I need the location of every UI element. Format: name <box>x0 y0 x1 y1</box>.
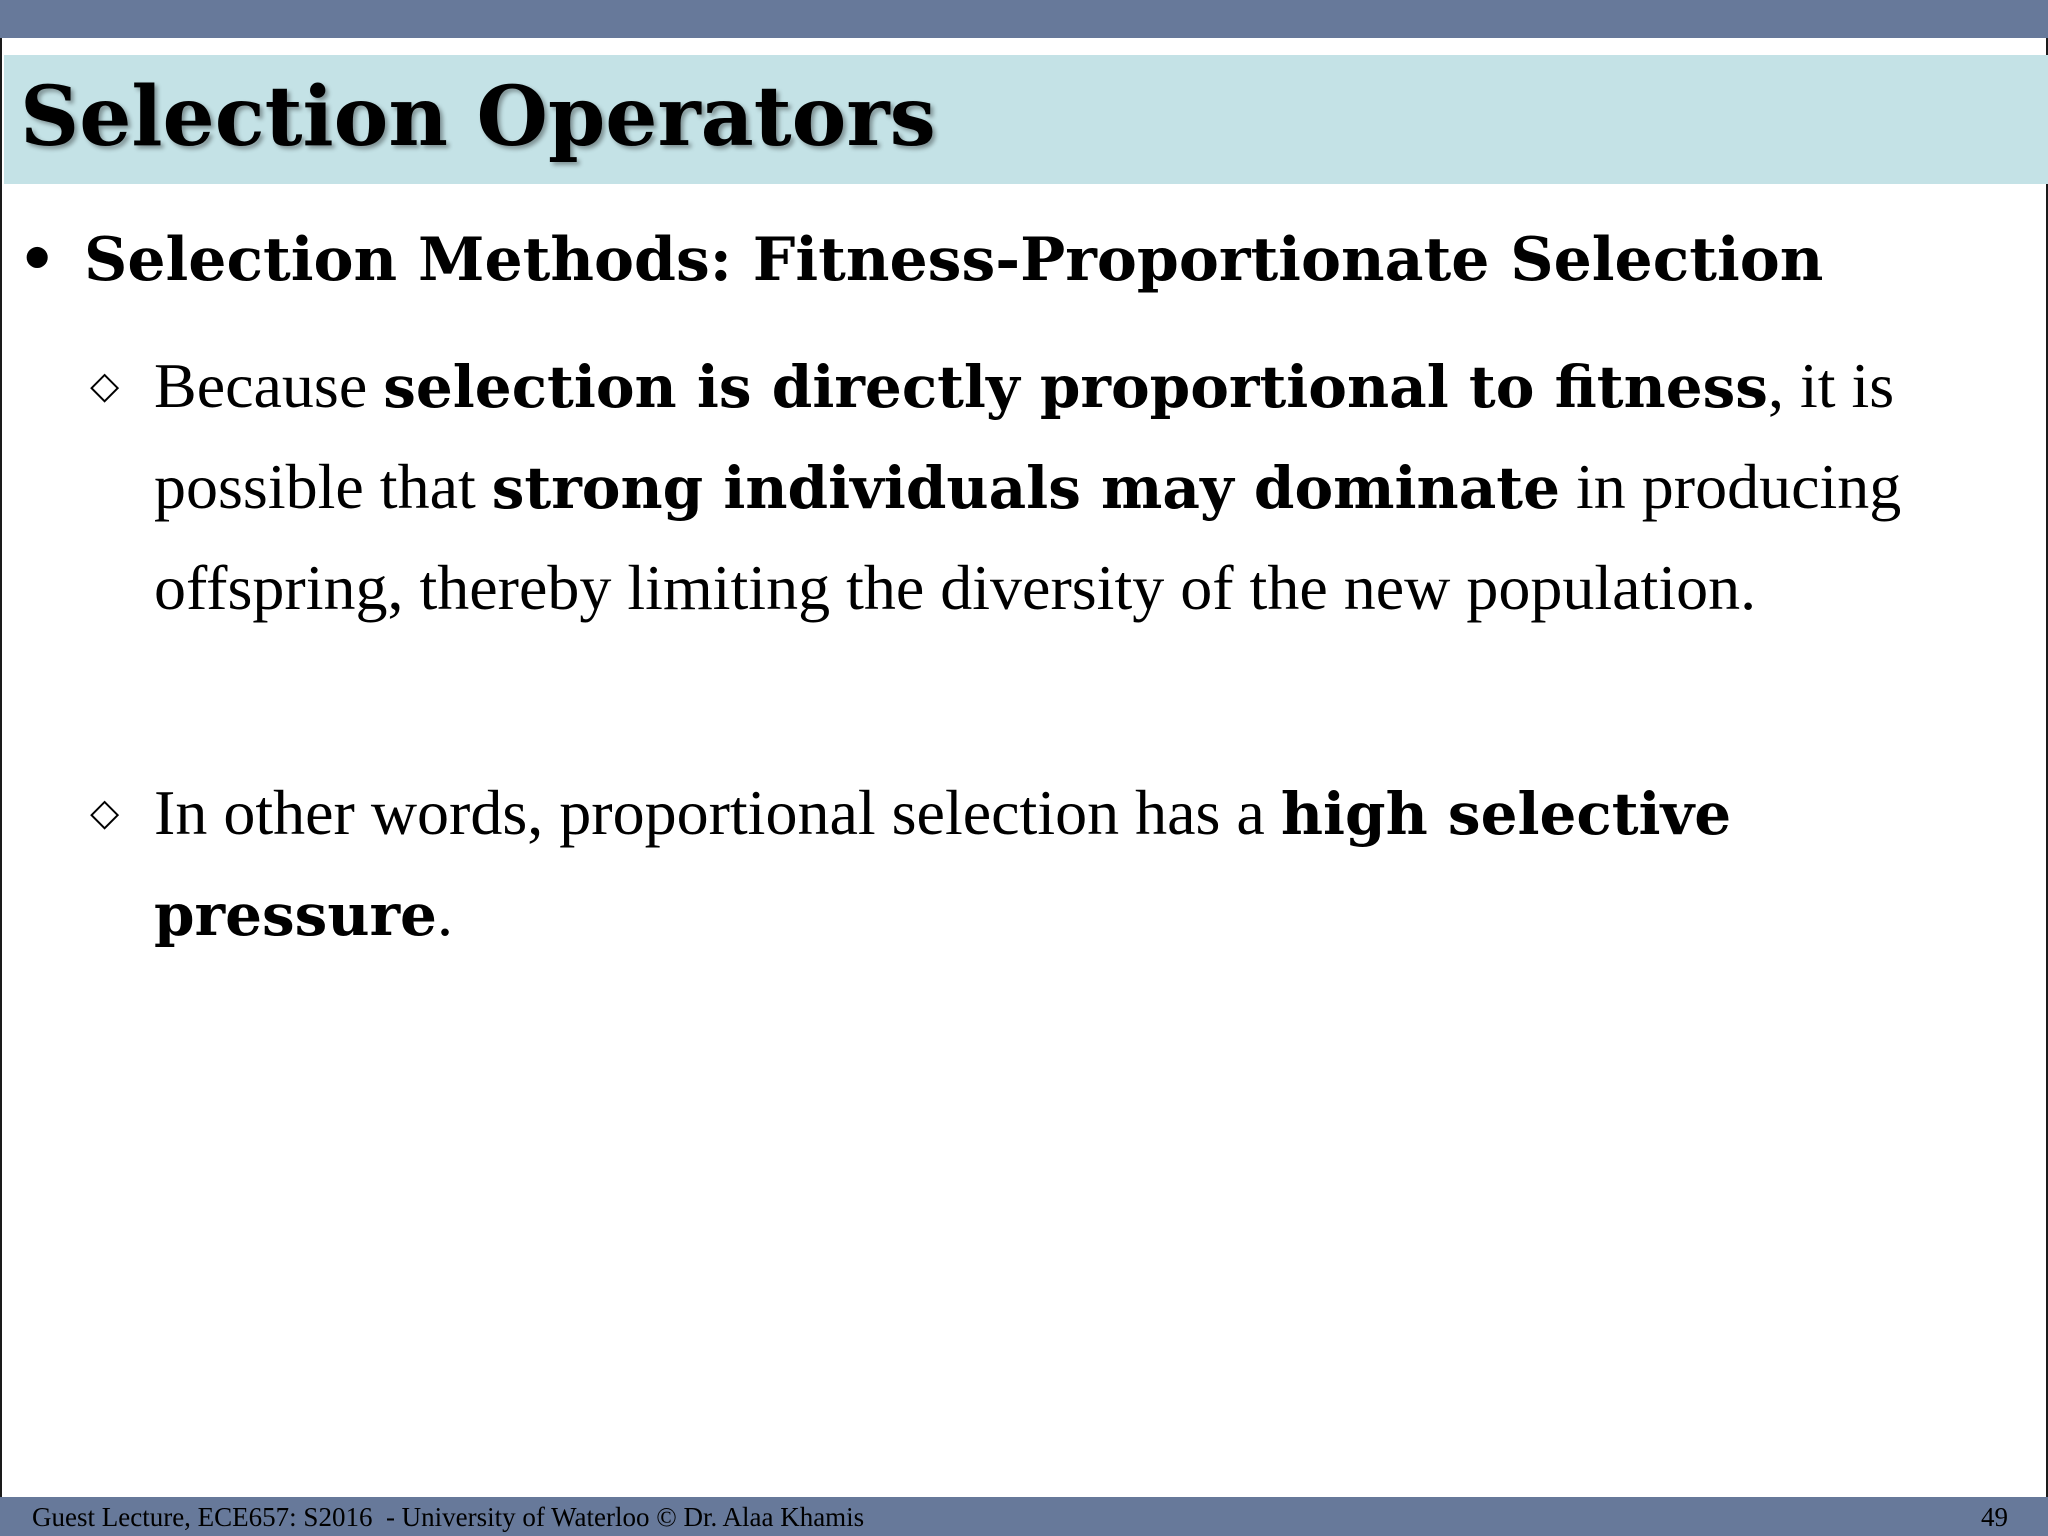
diamond-bullet-icon: ◇ <box>90 790 120 834</box>
sub-bullet-2-text <box>154 763 2000 965</box>
text-run: in producing offspring, thereby limiting the diversity of the new population. <box>154 451 1902 623</box>
text-run: Because <box>154 350 384 421</box>
text-run: . <box>436 878 453 949</box>
text-run: In other words, proportional selection has a <box>154 777 1281 848</box>
sub-bullet-1-text <box>154 336 2000 637</box>
bold-run: high selective pressure <box>154 780 1732 949</box>
sub-bullet-1 <box>90 336 2000 637</box>
page-number: 49 <box>1981 1502 2008 1532</box>
diamond-bullet-icon: ◇ <box>90 363 120 407</box>
footer-text: Guest Lecture, ECE657: S2016 - University of Waterloo © Dr. Alaa Khamis <box>32 1502 865 1532</box>
slide-title: Selection Operators <box>20 69 936 165</box>
bold-run: strong individuals may dominate <box>491 454 1560 522</box>
sub-bullet-2 <box>90 763 2000 965</box>
top-bar <box>0 0 2048 38</box>
bold-run: selection is directly proportional to fitness <box>383 353 1768 421</box>
main-bullet <box>18 218 1823 302</box>
text-run: , it is possible that <box>154 350 1895 522</box>
main-bullet-text: Selection Methods: Fitness-Proportionate Selection <box>84 225 1824 295</box>
bullet-dot-icon: • <box>18 225 57 295</box>
